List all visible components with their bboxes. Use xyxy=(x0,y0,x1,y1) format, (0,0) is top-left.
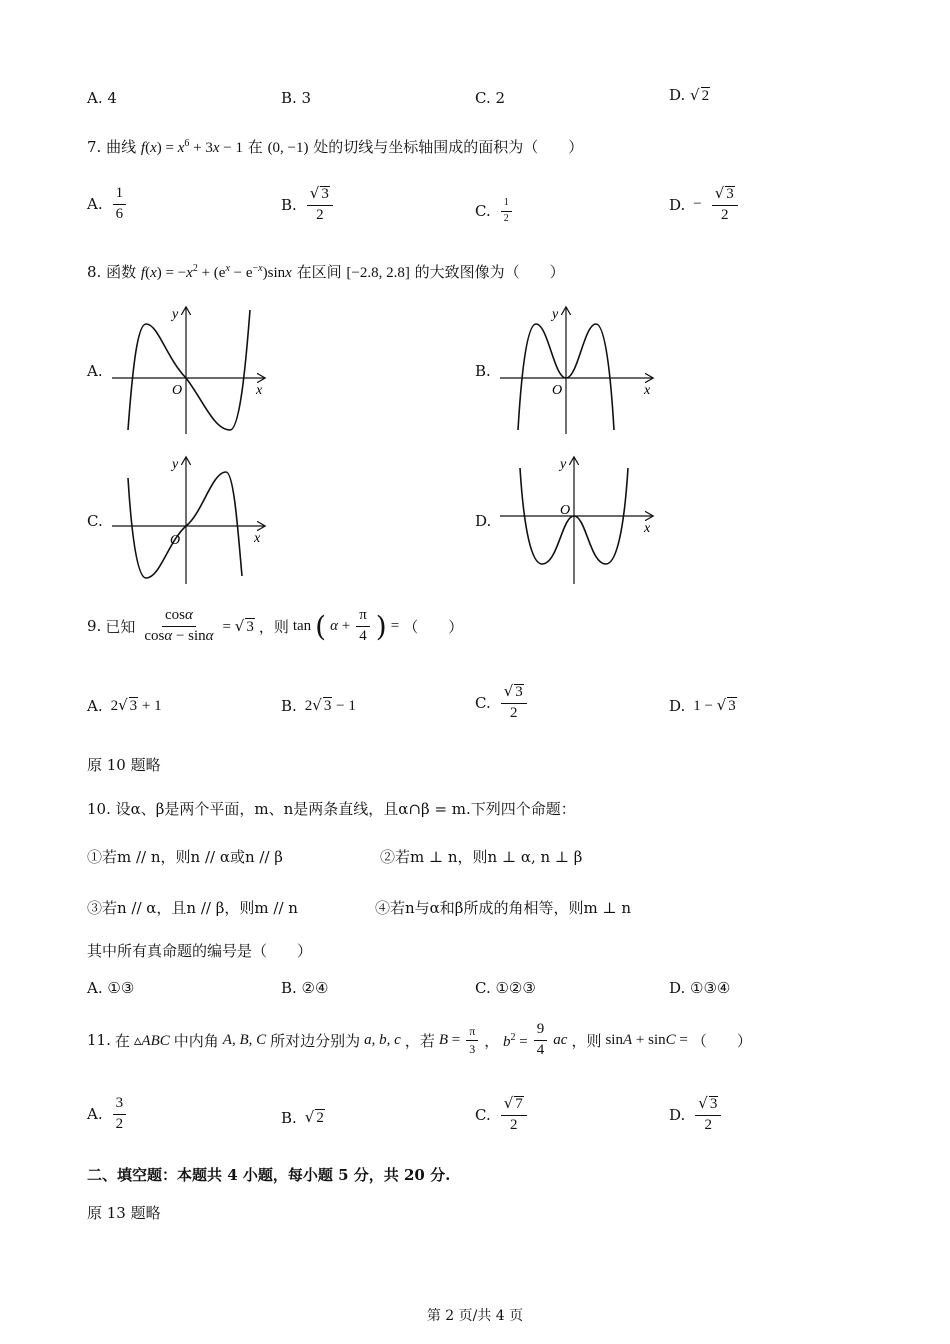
q9-option-b: B. 2√ 3 − 1 xyxy=(281,696,356,715)
q10-option-c: C. ①②③ xyxy=(475,979,536,997)
q6-option-d: D. √ 2 xyxy=(669,86,710,104)
q9-option-d: D. 1 − √ 3 xyxy=(669,696,736,715)
q10-ask: 其中所有真命题的编号是（ ） xyxy=(87,942,313,960)
origin-label: O xyxy=(170,533,181,548)
q9-option-c: C. $\frac{√ 3}{2}$ xyxy=(475,684,529,722)
section-2-heading: 二、填空题：本题共 4 小题，每小题 5 分，共 20 分. xyxy=(87,1166,451,1184)
q10-proposition-1: ①若m // n，则n // α或n // β xyxy=(87,848,283,866)
q8-graph-b xyxy=(496,302,666,438)
axis-x-label: x xyxy=(644,383,651,398)
q8-option-d-label: D. xyxy=(475,512,492,530)
question-9: 9. 已知 $\frac{\cos\alpha}{\cos\alpha - \sin\alpha}$ = √ 3 ，则 tan ( α + $\frac{\pi}{4}$ ) = （ ） xyxy=(87,607,464,644)
q10-option-a: A. ①③ xyxy=(87,979,135,997)
q10-proposition-2: ②若m ⊥ n，则n ⊥ α, n ⊥ β xyxy=(380,848,583,866)
page-footer: 第 2 页/共 4 页 xyxy=(426,1308,524,1324)
q7-option-d: D. − $\frac{√ 3}{2}$ xyxy=(669,186,740,224)
q6-option-b: B. 3 xyxy=(281,89,312,107)
question-11: 11. 在 ▵ABC 中内角 A, B, C 所对边分别为 a, b, c ，若 B = $\frac{\pi}{3}$ ， $b^2$ = $\frac{9}{4}$ ac ，则 sinA + sinC = （ ） xyxy=(87,1021,752,1058)
q8-option-a-label: A. xyxy=(87,362,103,380)
q7-option-a: A. $\frac{1}{6}$ xyxy=(87,186,128,223)
q10-option-b: B. ②④ xyxy=(281,979,329,997)
q8-option-b-label: B. xyxy=(475,362,491,380)
q8-graph-c xyxy=(108,452,278,588)
question-8: 8. 函数 $f(x) = -x^2 + (e^x - e^{-x})\sin x$ 在区间 [−2.8, 2.8] 的大致图像为（ ） xyxy=(87,263,565,281)
q8-graph-d xyxy=(496,452,666,588)
q10-proposition-4: ④若n与α和β所成的角相等，则m ⊥ n xyxy=(375,899,631,917)
axis-x-label: x xyxy=(256,383,263,398)
q9-option-a: A. 2√ 3 + 1 xyxy=(87,696,162,715)
axis-y-label: y xyxy=(552,307,559,322)
q6-option-a: A. 4 xyxy=(87,89,117,107)
origin-label: O xyxy=(172,383,183,398)
axis-y-label: y xyxy=(172,457,179,472)
axis-x-label: x xyxy=(254,531,261,546)
q10-option-d: D. ①③④ xyxy=(669,979,731,997)
axis-x-label: x xyxy=(644,521,651,536)
question-7: 7. 曲线 $f(x) = x^6 + 3x - 1$ 在 (0, −1) 处的切线与坐标轴围成的面积为（ ） xyxy=(87,138,584,156)
question-10: 10. 设α、β是两个平面，m、n是两条直线，且α∩β = m.下列四个命题： xyxy=(87,800,576,818)
note-question-10-omitted: 原 10 题略 xyxy=(87,756,161,774)
q7-option-b: B. $\frac{√ 3}{2}$ xyxy=(281,186,335,224)
axis-y-label: y xyxy=(560,457,567,472)
origin-label: O xyxy=(560,503,571,518)
q7-option-c: C. $\frac{1}{2}$ xyxy=(475,198,514,224)
q6-option-c: C. 2 xyxy=(475,89,506,107)
q8-graph-a xyxy=(108,302,278,438)
q11-option-d: D. $\frac{√ 3}{2}$ xyxy=(669,1096,723,1134)
axis-y-label: y xyxy=(172,307,179,322)
q8-option-c-label: C. xyxy=(87,512,103,530)
q11-option-b: B. √ 2 xyxy=(281,1108,324,1127)
q11-option-c: C. $\frac{√ 7}{2}$ xyxy=(475,1096,529,1134)
note-question-13-omitted: 原 13 题略 xyxy=(87,1204,161,1222)
q11-option-a: A. $\frac{3}{2}$ xyxy=(87,1096,128,1133)
q10-proposition-3: ③若n // α，且n // β，则m // n xyxy=(87,899,298,917)
origin-label: O xyxy=(552,383,563,398)
